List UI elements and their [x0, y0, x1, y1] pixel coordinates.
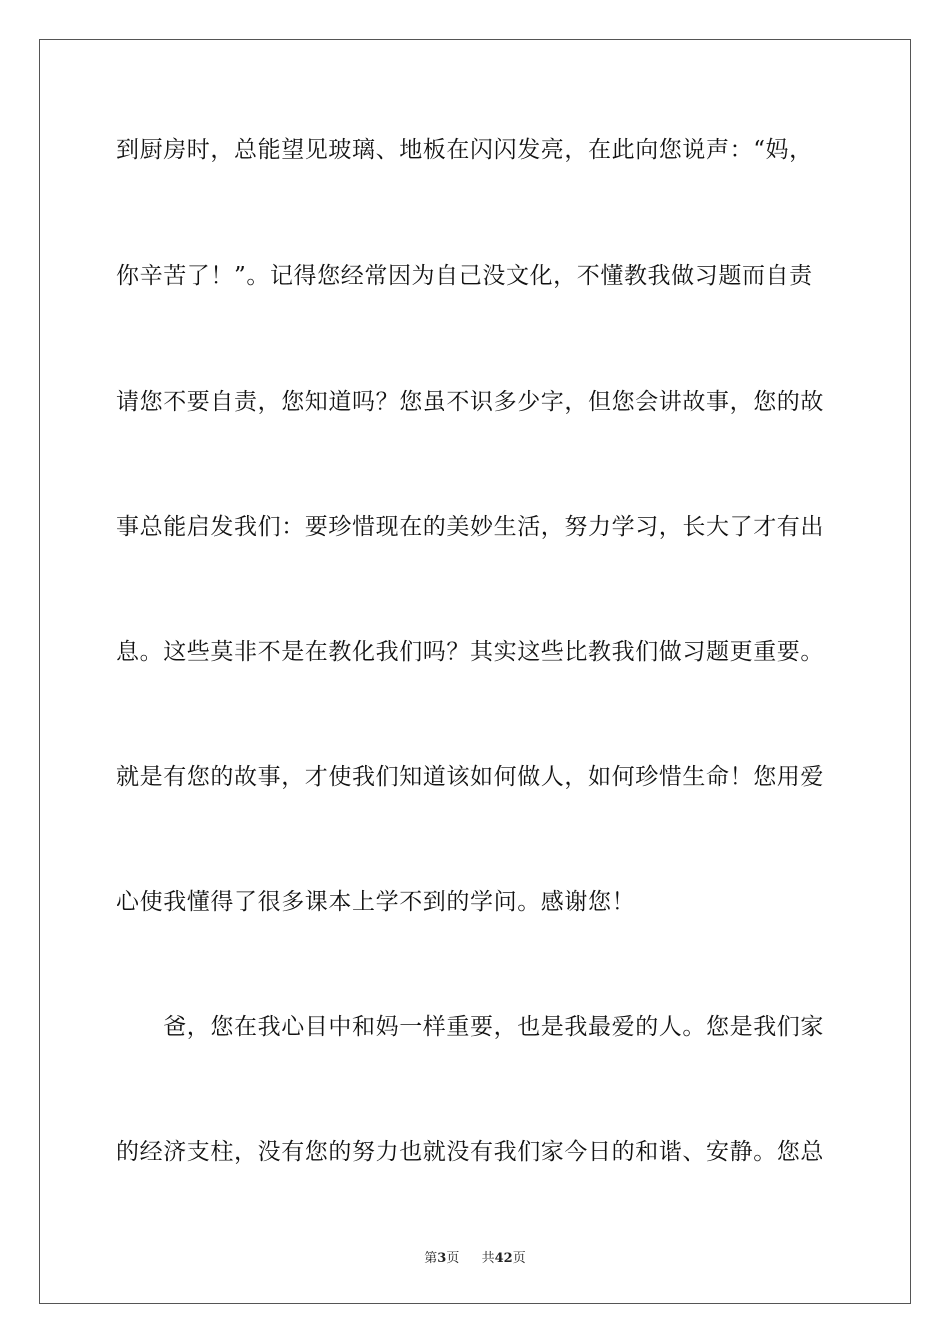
body-text-line: 事总能启发我们：要珍惜现在的美妙生活，努力学习，长大了才有出 [116, 514, 824, 540]
body-text-line: 就是有您的故事，才使我们知道该如何做人，如何珍惜生命！您用爱 [116, 764, 824, 790]
body-text-line: 到厨房时，总能望见玻璃、地板在闪闪发亮，在此向您说声：“妈， [116, 137, 813, 163]
total-label-prefix: 共 [481, 1251, 495, 1266]
body-text-line: 你辛苦了！”。记得您经常因为自己没文化，不懂教我做习题而自责 [116, 263, 813, 289]
body-text-line: 请您不要自责，您知道吗？您虽不识多少字，但您会讲故事，您的故 [116, 389, 824, 415]
page-label-suffix: 页 [446, 1251, 460, 1266]
page-label-prefix: 第 [424, 1251, 438, 1266]
body-text-line: 心使我懂得了很多课本上学不到的学问。感谢您！ [116, 889, 636, 915]
current-page-number: 3 [437, 1251, 447, 1266]
page-footer [0, 1247, 950, 1266]
paragraph-start-line: 爸，您在我心目中和妈一样重要，也是我最爱的人。您是我们家 [116, 1014, 824, 1040]
total-label-suffix: 页 [512, 1251, 526, 1266]
body-text-line: 息。这些莫非不是在教化我们吗？其实这些比教我们做习题更重要。 [116, 639, 824, 665]
total-pages-number: 42 [494, 1251, 513, 1266]
body-text-line: 的经济支柱，没有您的努力也就没有我们家今日的和谐、安静。您总 [116, 1139, 824, 1165]
page-border [39, 39, 911, 1304]
